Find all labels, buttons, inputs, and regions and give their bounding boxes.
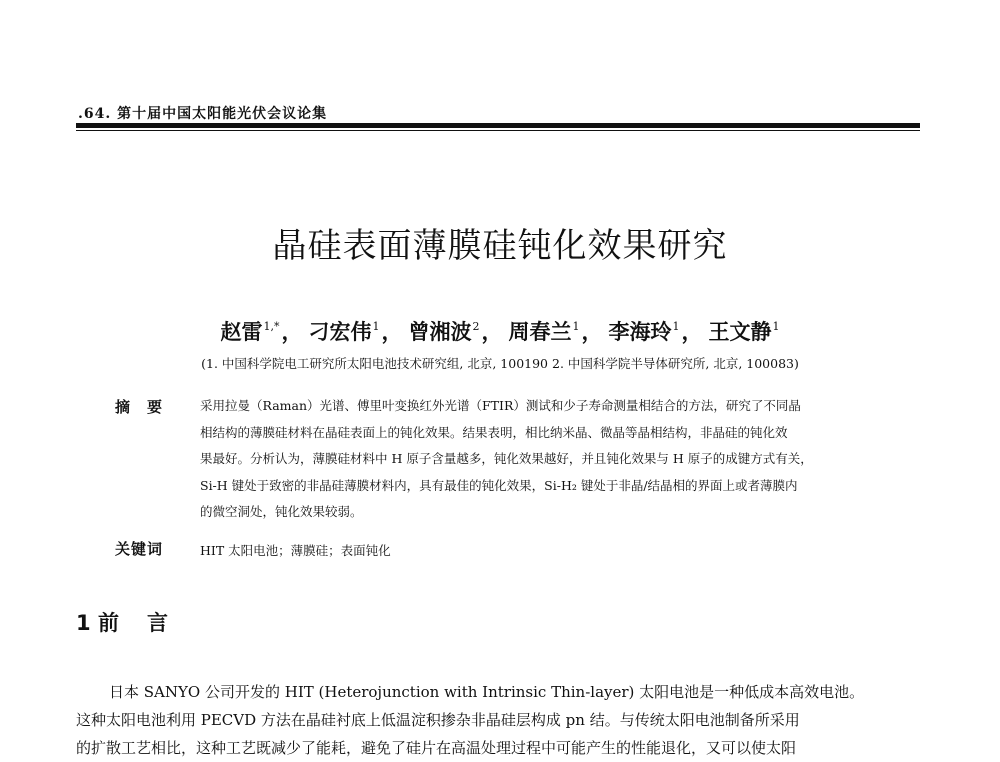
paper-title: 晶硅表面薄膜硅钝化效果研究 (272, 226, 728, 266)
abstract-label: 摘要 (115, 398, 180, 416)
abstract-line: Si-H 键处于致密的非晶硅薄膜材料内，具有最佳的钝化效果，Si-H₂ 键处于非晶/结晶相的界面上或者薄膜内 (200, 477, 798, 493)
author-name: 曾湘波 (408, 319, 472, 344)
author-affil-mark: 1,* (263, 320, 280, 333)
author-separator: ， (681, 319, 703, 344)
author (609, 316, 680, 346)
header-rule-thin (76, 130, 920, 131)
abstract-line: 的微空洞处，钝化效果较弱。 (200, 504, 363, 519)
author-name: 刁宏伟 (308, 319, 372, 344)
abstract-body (200, 393, 920, 526)
abstract-line: 相结构的薄膜硅材料在晶硅表面上的钝化效果。结果表明，相比纳米晶、微晶等晶相结构，非晶硅的钝化效 (200, 424, 788, 440)
author-separator: ， (481, 319, 503, 344)
author-name: 周春兰 (508, 319, 572, 344)
author-name: 赵雷 (220, 319, 263, 344)
author-affil-mark: 2 (472, 320, 480, 333)
section-title-part: 前 (97, 611, 119, 635)
affiliation: (1. 中国科学院电工研究所太阳电池技术研究组, 北京, 100190 2. 中国科学院半导体研究所, 北京, 100083) (201, 356, 799, 371)
author-separator: ， (381, 319, 403, 344)
author (409, 316, 480, 346)
author-affil-mark: 1 (772, 320, 780, 333)
header-rule-thick (76, 123, 920, 128)
body-line: 的扩散工艺相比，这种工艺既减少了能耗，避免了硅片在高温处理过程中可能产生的性能退化，又可以使太阳 (76, 739, 797, 757)
body-text (76, 678, 922, 762)
section-number: 1 (76, 611, 91, 635)
section-heading (76, 607, 168, 637)
author (221, 316, 280, 346)
author (709, 316, 780, 346)
author-separator: ， (281, 319, 303, 344)
author-affil-mark: 1 (672, 320, 680, 333)
body-line: 日本 SANYO 公司开发的 HIT (Heterojunction with Intrinsic Thin-layer) 太阳电池是一种低成本高效电池。 (109, 683, 865, 701)
author (309, 316, 380, 346)
author-affil-mark: 1 (372, 320, 380, 333)
author (509, 316, 580, 346)
author-name: 李海玲 (608, 319, 672, 344)
abstract-line: 果最好。分析认为，薄膜硅材料中 H 原子含量越多，钝化效果越好，并且钝化效果与 H 原子的成键方式有关， (200, 451, 813, 466)
author-affil-mark: 1 (572, 320, 580, 333)
running-head: .64. 第十届中国太阳能光伏会议论集 (78, 106, 328, 122)
abstract-line: 采用拉曼（Raman）光谱、傅里叶变换红外光谱（FTIR）测试和少子寿命测量相结合的方法，研究了不同晶 (200, 398, 801, 413)
section-title-part: 言 (146, 611, 168, 635)
author-separator: ， (581, 319, 603, 344)
author-name: 王文静 (708, 319, 772, 344)
keywords-label: 关键词 (115, 540, 164, 558)
body-line: 这种太阳电池利用 PECVD 方法在晶硅衬底上低温淀积掺杂非晶硅层构成 pn 结。与传统太阳电池制备所采用 (76, 711, 800, 729)
keywords: HIT 太阳电池；薄膜硅；表面钝化 (200, 543, 391, 558)
author-list (0, 316, 1000, 346)
